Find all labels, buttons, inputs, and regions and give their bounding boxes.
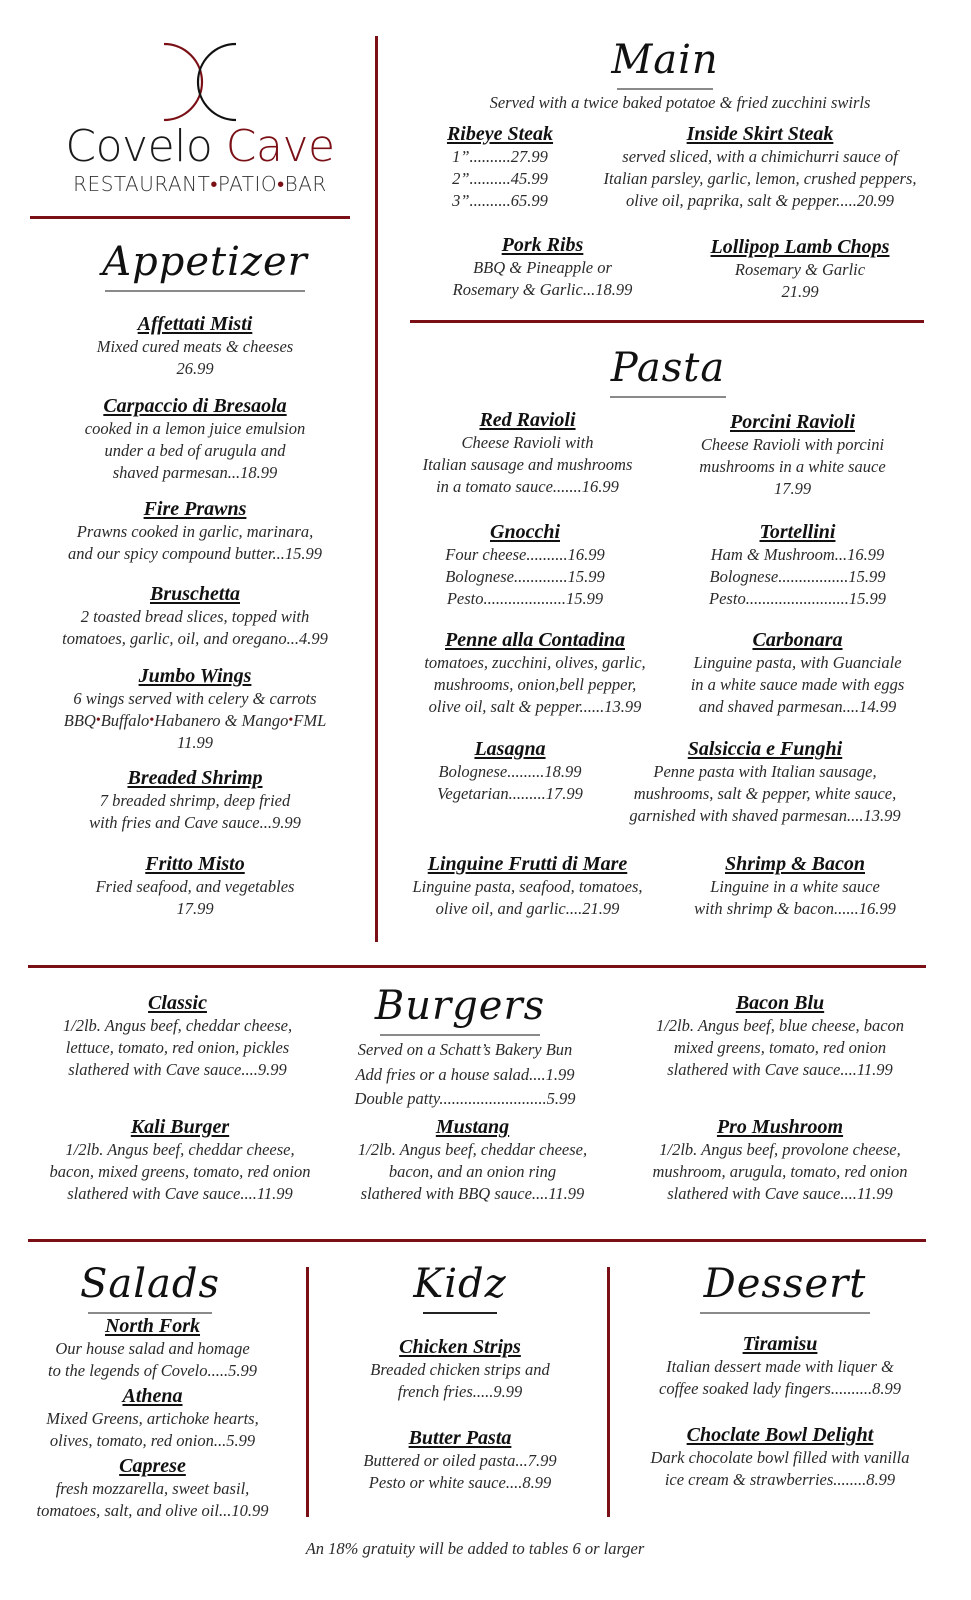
menu-item-tortellini — [680, 520, 915, 610]
main-subtitle: Served with a twice baked potatoe & fried zucchini swirls — [489, 93, 871, 112]
item-desc: slathered with Cave sauce....11.99 — [667, 1184, 893, 1203]
salads-kidz-divider — [306, 1267, 309, 1517]
item-name: Affettati Misti — [137, 313, 253, 335]
heading-text: Dessert — [703, 1261, 867, 1307]
menu-item-choclate-bowl-delight — [625, 1423, 935, 1491]
item-desc: Breaded chicken strips and — [370, 1360, 550, 1379]
menu-item-north-fork — [20, 1314, 285, 1382]
item-desc: Penne pasta with Italian sausage, — [653, 762, 877, 781]
item-name: Linguine Frutti di Mare — [427, 853, 628, 875]
item-desc: in a white sauce made with eggs — [690, 675, 905, 694]
item-desc: slathered with Cave sauce....11.99 — [67, 1184, 293, 1203]
item-desc: slathered with BBQ sauce....11.99 — [360, 1184, 585, 1203]
separator-dot-icon: • — [210, 172, 218, 196]
item-desc: 1/2lb. Angus beef, cheddar cheese, — [62, 1016, 293, 1035]
item-price-option: Pesto or white sauce....8.99 — [368, 1473, 552, 1492]
menu-item-mustang — [335, 1115, 610, 1205]
item-name: Athena — [122, 1385, 183, 1407]
burgers-double-patty-note: Double patty..........................5.99 — [354, 1089, 576, 1108]
item-name: Carbonara — [752, 629, 843, 651]
menu-item-athena — [20, 1384, 285, 1452]
name-second: Cave — [225, 121, 335, 172]
item-desc: 1/2lb. Angus beef, blue cheese, bacon — [655, 1016, 905, 1035]
main-heading — [600, 38, 730, 90]
kidz-dessert-divider — [607, 1267, 610, 1517]
item-name: Carpaccio di Bresaola — [103, 395, 287, 417]
item-name: Butter Pasta — [408, 1427, 512, 1449]
item-price-option: Bolognese.........18.99 — [438, 762, 582, 781]
kidz-heading — [405, 1262, 515, 1314]
item-desc: Fried seafood, and vegetables — [95, 877, 295, 896]
sauce-option: FML — [293, 711, 327, 730]
menu-item-lollipop-lamb-chops — [680, 235, 920, 303]
main-pasta-divider — [410, 320, 924, 323]
item-desc: lettuce, tomato, red onion, pickles — [65, 1038, 290, 1057]
item-desc: served sliced, with a chimichurri sauce of — [622, 147, 898, 166]
menu-item-kali-burger — [25, 1115, 335, 1205]
item-name: Classic — [148, 992, 207, 1014]
item-name: Fire Prawns — [143, 498, 247, 520]
item-desc: tomatoes, salt, and olive oil...10.99 — [36, 1501, 269, 1520]
menu-item-jumbo-wings — [30, 664, 360, 754]
item-name: Lollipop Lamb Chops — [710, 236, 890, 258]
item-name: Salsiccia e Funghi — [687, 738, 843, 760]
item-desc: Rosemary & Garlic...18.99 — [452, 280, 633, 299]
item-price-option: Pesto.........................15.99 — [709, 589, 886, 608]
menu-item-tiramisu — [630, 1332, 930, 1400]
item-name: Bacon Blu — [735, 992, 825, 1014]
item-desc: coffee soaked lady fingers..........8.99 — [659, 1379, 901, 1398]
item-desc: Rosemary & Garlic — [734, 260, 866, 279]
item-name: Inside Skirt Steak — [686, 123, 834, 145]
item-price: 21.99 — [781, 282, 819, 301]
tagline-restaurant: RESTAURANT — [73, 172, 211, 196]
item-desc: Mixed Greens, artichoke hearts, — [46, 1409, 259, 1428]
item-desc: under a bed of arugula and — [104, 441, 286, 460]
item-price-option: Bolognese.................15.99 — [709, 567, 886, 586]
item-desc: 1/2lb. Angus beef, cheddar cheese, — [357, 1140, 588, 1159]
menu-item-affettati-misti — [30, 312, 360, 380]
menu-item-lasagna — [420, 737, 600, 805]
burgers-bun-note: Served on a Schatt’s Bakery Bun — [357, 1040, 573, 1059]
item-desc: garnished with shaved parmesan....13.99 — [629, 806, 901, 825]
item-name: Breaded Shrimp — [127, 767, 263, 789]
item-desc: with fries and Cave sauce...9.99 — [89, 813, 301, 832]
item-name: Porcini Ravioli — [730, 411, 855, 433]
sauce-option: Habanero & Mango — [154, 711, 289, 730]
item-name: Pork Ribs — [501, 234, 584, 256]
menu-item-carbonara — [675, 628, 920, 718]
item-price-option: Bolognese.............15.99 — [445, 567, 605, 586]
menu-item-shrimp-and-bacon — [675, 852, 915, 920]
item-name: Mustang — [435, 1116, 510, 1138]
item-price: 17.99 — [773, 479, 812, 498]
item-desc: BBQ & Pineapple or — [473, 258, 612, 277]
item-desc: Italian parsley, garlic, lemon, crushed peppers, — [603, 169, 917, 188]
heading-text: Appetizer — [102, 239, 308, 285]
item-desc: 1/2lb. Angus beef, provolone cheese, — [659, 1140, 901, 1159]
item-desc: slathered with Cave sauce....9.99 — [68, 1060, 287, 1079]
restaurant-tagline — [30, 172, 370, 196]
item-name: Shrimp & Bacon — [724, 853, 866, 875]
item-price-option: Four cheese..........16.99 — [445, 545, 605, 564]
menu-item-classic-burger — [30, 991, 325, 1081]
item-desc: and shaved parmesan....14.99 — [698, 697, 897, 716]
tagline-patio: PATIO — [217, 172, 278, 196]
item-name: Caprese — [119, 1455, 186, 1477]
item-desc: with shrimp & bacon......16.99 — [694, 899, 896, 918]
item-name: Tortellini — [759, 521, 836, 543]
item-price-option: 1”..........27.99 — [452, 147, 548, 166]
menu-item-pro-mushroom — [630, 1115, 930, 1205]
item-name: Red Ravioli — [479, 409, 576, 431]
item-desc: tomatoes, garlic, oil, and oregano...4.99 — [62, 629, 328, 648]
item-desc: mushrooms, onion,bell pepper, — [433, 675, 637, 694]
item-desc: Dark chocolate bowl filled with vanilla — [650, 1448, 910, 1467]
pasta-heading — [598, 346, 738, 398]
dessert-heading — [690, 1262, 880, 1314]
separator-dot-icon: • — [277, 172, 285, 196]
item-price-option: Vegetarian.........17.99 — [437, 784, 583, 803]
sauce-option: BBQ — [63, 711, 96, 730]
item-name: Chicken Strips — [399, 1336, 521, 1358]
menu-item-fritto-misto — [30, 852, 360, 920]
heading-underline — [105, 290, 305, 292]
item-desc: slathered with Cave sauce....11.99 — [667, 1060, 893, 1079]
heading-text: Burgers — [374, 983, 546, 1029]
item-price-option: Ham & Mushroom...16.99 — [710, 545, 885, 564]
item-desc: to the legends of Covelo.....5.99 — [48, 1361, 257, 1380]
name-first: Covelo — [65, 121, 213, 172]
menu-item-inside-skirt-steak — [580, 122, 940, 212]
item-desc: Cheese Ravioli with porcini — [700, 435, 885, 454]
item-desc: Mixed cured meats & cheeses — [96, 337, 294, 356]
menu-item-ribeye-steak — [420, 122, 580, 212]
item-desc: Italian sausage and mushrooms — [422, 455, 633, 474]
burgers-side-note: Add fries or a house salad....1.99 — [355, 1065, 575, 1084]
menu-item-penne-alla-contadina — [400, 628, 670, 718]
burgers-top-divider — [28, 965, 926, 968]
menu-item-caprese — [20, 1454, 285, 1522]
heading-underline — [380, 1034, 540, 1036]
item-price-option: Buttered or oiled pasta...7.99 — [363, 1451, 557, 1470]
item-desc: olives, tomato, red onion...5.99 — [49, 1431, 256, 1450]
separator-dot-icon: • — [149, 713, 155, 728]
item-desc: 1/2lb. Angus beef, cheddar cheese, — [65, 1140, 295, 1159]
heading-text: Salads — [79, 1261, 221, 1307]
menu-item-chicken-strips — [330, 1335, 590, 1403]
item-name: Penne alla Contadina — [444, 629, 626, 651]
heading-text: Kidz — [413, 1261, 507, 1307]
item-desc: mixed greens, tomato, red onion — [673, 1038, 887, 1057]
item-desc: mushrooms, salt & pepper, white sauce, — [633, 784, 897, 803]
item-name: Ribeye Steak — [446, 123, 554, 145]
item-desc: 7 breaded shrimp, deep fried — [99, 791, 291, 810]
heading-underline — [700, 1312, 870, 1314]
item-desc: mushroom, arugula, tomato, red onion — [652, 1162, 908, 1181]
heading-underline — [610, 396, 726, 398]
menu-item-linguine-frutti-di-mare — [395, 852, 660, 920]
heading-text: Pasta — [610, 345, 726, 391]
restaurant-name — [30, 122, 370, 172]
item-name: Bruschetta — [149, 583, 241, 605]
item-desc: ice cream & strawberries........8.99 — [664, 1470, 896, 1489]
item-desc: tomatoes, zucchini, olives, garlic, — [424, 653, 646, 672]
menu-item-breaded-shrimp — [30, 766, 360, 834]
item-desc: Linguine pasta, seafood, tomatoes, — [412, 877, 643, 896]
heading-text: Main — [611, 37, 719, 83]
item-desc: french fries.....9.99 — [397, 1382, 523, 1401]
item-name: Jumbo Wings — [138, 665, 252, 687]
burgers-heading — [360, 984, 560, 1036]
item-desc: Linguine in a white sauce — [710, 877, 880, 896]
item-desc: in a tomato sauce.......16.99 — [436, 477, 619, 496]
item-name: Choclate Bowl Delight — [686, 1424, 874, 1446]
menu-item-pork-ribs — [430, 233, 655, 301]
separator-dot-icon: • — [288, 713, 294, 728]
item-price: 11.99 — [177, 733, 213, 752]
menu-item-butter-pasta — [330, 1426, 590, 1494]
menu-item-gnocchi — [410, 520, 640, 610]
item-desc: and our spicy compound butter...15.99 — [68, 544, 322, 563]
item-desc: 2 toasted bread slices, topped with — [80, 607, 310, 626]
sauce-option: Buffalo — [100, 711, 150, 730]
item-name: Lasagna — [474, 738, 546, 760]
wing-sauces — [30, 710, 360, 732]
item-name: Fritto Misto — [145, 853, 245, 875]
bottom-sections-divider — [28, 1239, 926, 1242]
top-column-divider — [375, 36, 378, 942]
menu-item-porcini-ravioli — [670, 410, 915, 500]
salads-heading — [70, 1262, 230, 1314]
item-desc: Prawns cooked in garlic, marinara, — [76, 522, 314, 541]
tagline-bar: BAR — [284, 172, 327, 196]
item-name: Kali Burger — [130, 1116, 230, 1138]
item-price-option: 3”..........65.99 — [452, 191, 548, 210]
item-name: North Fork — [104, 1315, 201, 1337]
item-desc: fresh mozzarella, sweet basil, — [55, 1479, 250, 1498]
separator-dot-icon: • — [95, 713, 101, 728]
item-desc: Linguine pasta, with Guanciale — [693, 653, 902, 672]
item-price-option: Pesto....................15.99 — [446, 589, 604, 608]
item-desc: shaved parmesan...18.99 — [112, 463, 278, 482]
logo-divider — [30, 216, 350, 219]
item-desc: olive oil, paprika, salt & pepper.....20.99 — [625, 191, 895, 210]
item-price: 17.99 — [176, 899, 214, 918]
menu-item-salsiccia-e-funghi — [605, 737, 925, 827]
menu-item-bruschetta — [30, 582, 360, 650]
gratuity-note: An 18% gratuity will be added to tables 6 or larger — [305, 1539, 645, 1558]
item-price: 26.99 — [176, 359, 214, 378]
cc-monogram-icon — [150, 42, 250, 122]
item-name: Pro Mushroom — [716, 1116, 844, 1138]
menu-item-fire-prawns — [30, 497, 360, 565]
menu-item-red-ravioli — [400, 408, 655, 498]
menu-item-bacon-blu — [630, 991, 930, 1081]
item-price-option: 2”..........45.99 — [452, 169, 548, 188]
item-desc: olive oil, salt & pepper......13.99 — [428, 697, 642, 716]
item-desc: Italian dessert made with liquer & — [666, 1357, 894, 1376]
appetizer-heading — [100, 240, 310, 292]
item-desc: bacon, mixed greens, tomato, red onion — [49, 1162, 311, 1181]
heading-underline — [423, 1312, 497, 1314]
item-name: Gnocchi — [490, 521, 560, 543]
item-desc: 6 wings served with celery & carrots — [73, 689, 317, 708]
item-desc: cooked in a lemon juice emulsion — [84, 419, 306, 438]
item-desc: Our house salad and homage — [55, 1339, 250, 1358]
item-desc: Cheese Ravioli with — [461, 433, 594, 452]
item-desc: mushrooms in a white sauce — [699, 457, 886, 476]
item-desc: bacon, and an onion ring — [388, 1162, 557, 1181]
item-desc: olive oil, and garlic....21.99 — [435, 899, 620, 918]
menu-item-carpaccio — [30, 394, 360, 484]
item-name: Tiramisu — [742, 1333, 818, 1355]
